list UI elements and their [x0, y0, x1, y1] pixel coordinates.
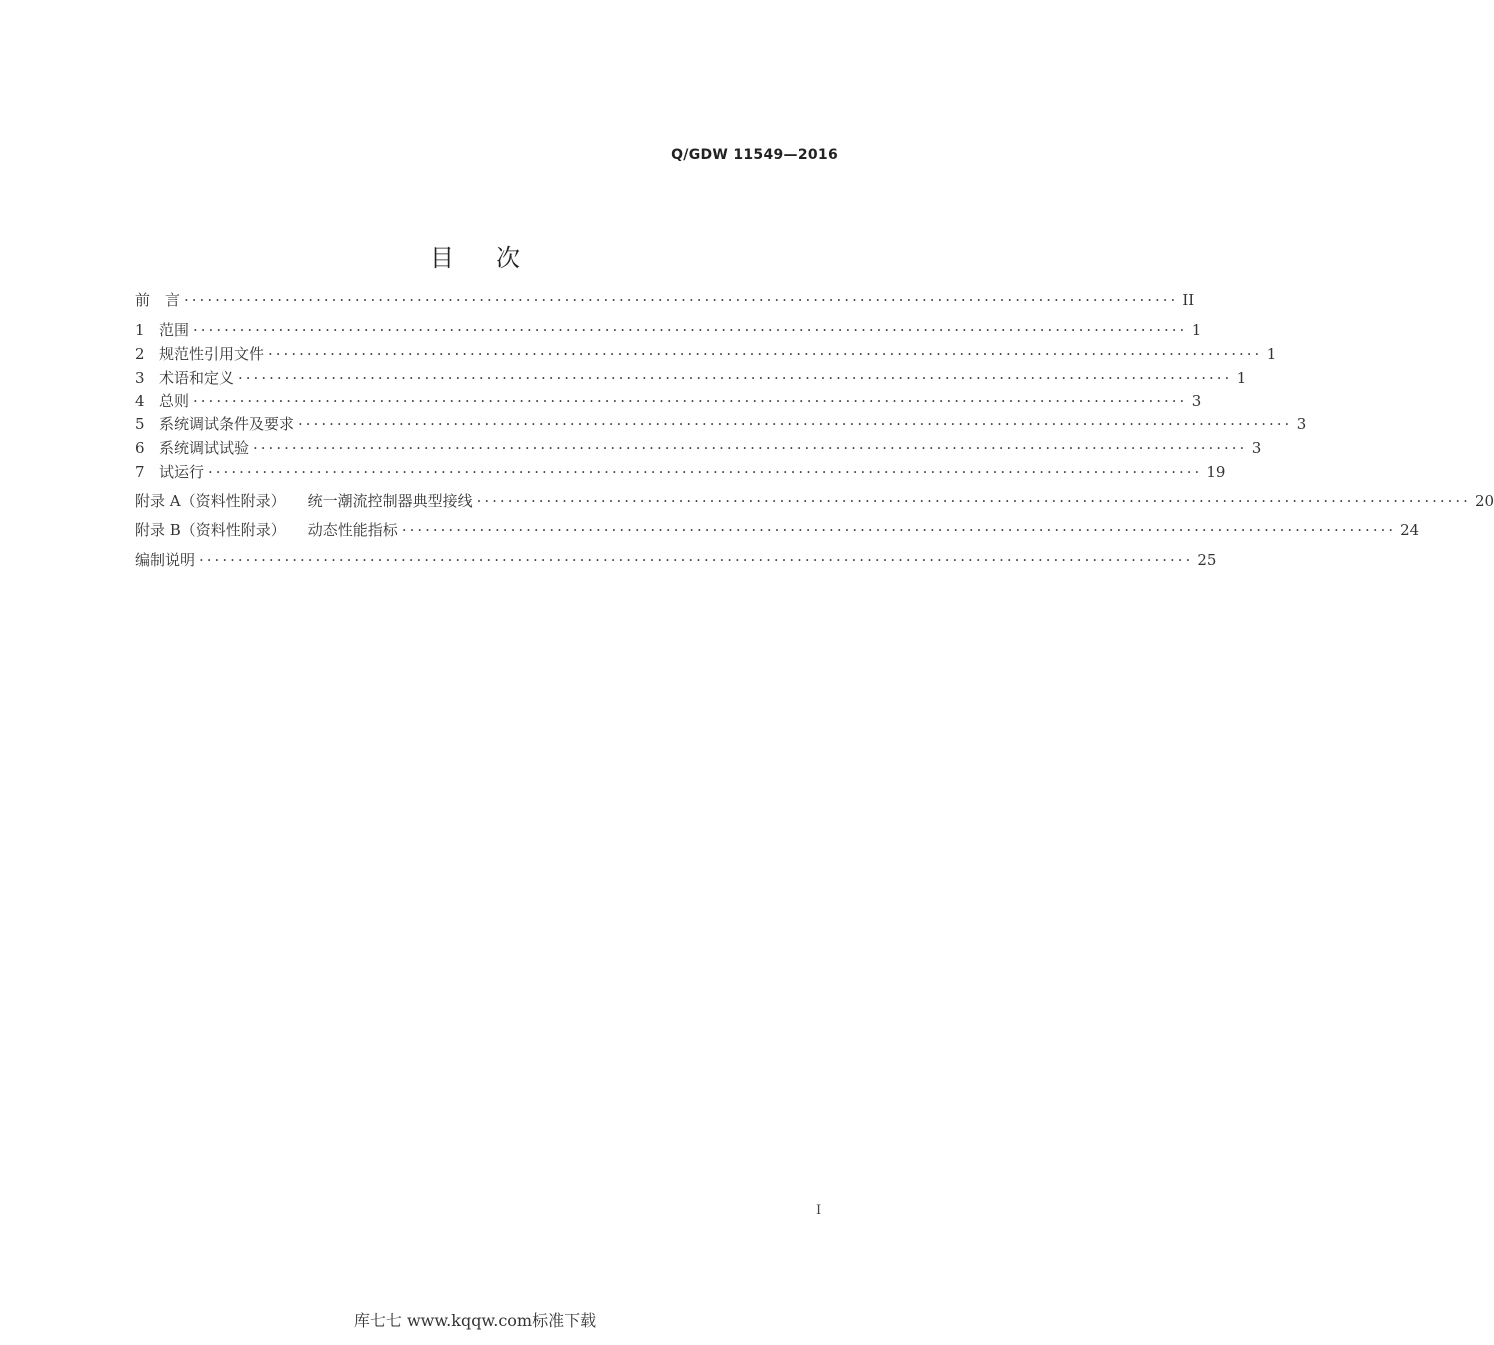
- toc-entry-label: 规范性引用文件: [159, 345, 265, 363]
- toc-leader-dots: ································································································································: [184, 291, 1179, 309]
- toc-leader-dots: ································································································································: [238, 369, 1233, 387]
- toc-entry-commissioning-tests[interactable]: [135, 437, 1262, 459]
- toc-entry-number: 3: [135, 369, 145, 387]
- toc-entry-page: 20: [1474, 492, 1494, 510]
- toc-heading-char-2: 次: [496, 244, 520, 272]
- toc-entry-appendix-a[interactable]: [135, 490, 1494, 512]
- toc-entry-label: 系统调试条件及要求: [159, 415, 295, 433]
- toc-leader-dots: ································································································································: [268, 345, 1263, 363]
- toc-entry-label: 术语和定义: [159, 369, 235, 387]
- toc-entry-terms-definitions[interactable]: [135, 367, 1247, 389]
- toc-entry-page: 1: [1191, 321, 1202, 339]
- toc-leader-dots: ································································································································: [208, 463, 1203, 481]
- toc-entry-number: 7: [135, 463, 145, 481]
- toc-entry-page: 25: [1197, 551, 1217, 569]
- toc-entry-number: 2: [135, 345, 145, 363]
- toc-leader-dots: ································································································································: [199, 551, 1194, 569]
- appendix-tag: 附录 A（资料性附录）: [135, 492, 286, 510]
- toc-entry-number: 6: [135, 439, 145, 457]
- toc-leader-dots: ································································································································: [193, 321, 1188, 339]
- toc-entry-page: 24: [1400, 521, 1420, 539]
- document-code: Q/GDW 11549—2016: [671, 147, 838, 163]
- toc-entry-compilation-notes[interactable]: [135, 549, 1217, 571]
- toc-leader-dots: ································································································································: [401, 521, 1397, 539]
- toc-entry-general-rules[interactable]: [135, 390, 1202, 412]
- appendix-tag: 附录 B（资料性附录）: [135, 521, 286, 539]
- toc-entry-commissioning-conditions[interactable]: [135, 413, 1307, 435]
- toc-entry-appendix-b[interactable]: [135, 519, 1420, 541]
- toc-entry-label: 试运行: [159, 463, 205, 481]
- toc-leader-dots: ································································································································: [476, 492, 1471, 510]
- toc-leader-dots: ································································································································: [193, 392, 1188, 410]
- toc-entry-page: 1: [1266, 345, 1277, 363]
- toc-entry-page: 3: [1296, 415, 1307, 433]
- toc-leader-dots: ································································································································: [298, 415, 1293, 433]
- toc-entry-page: II: [1182, 291, 1195, 309]
- toc-entry-page: 19: [1206, 463, 1226, 481]
- toc-entry-label: 总则: [159, 392, 190, 410]
- toc-entry-label: 编制说明: [135, 551, 196, 569]
- toc-entry-page: 1: [1236, 369, 1247, 387]
- toc-entry-scope[interactable]: [135, 319, 1202, 341]
- toc-entry-number: 4: [135, 392, 145, 410]
- toc-entry-foreword[interactable]: [135, 289, 1195, 311]
- toc-heading-char-1: 目: [430, 244, 454, 272]
- toc-entry-label: 动态性能指标: [307, 521, 398, 539]
- toc-entry-normative-references[interactable]: [135, 343, 1277, 365]
- toc-entry-number: 5: [135, 415, 145, 433]
- toc-entry-number: 1: [135, 321, 145, 339]
- toc-entry-trial-operation[interactable]: [135, 461, 1226, 483]
- toc-entry-label: 前 言: [135, 291, 181, 309]
- toc-entry-label: 统一潮流控制器典型接线: [307, 492, 473, 510]
- toc-entry-page: 3: [1191, 392, 1202, 410]
- toc-entry-label: 范围: [159, 321, 190, 339]
- toc-entry-page: 3: [1251, 439, 1262, 457]
- page-number: I: [816, 1203, 822, 1218]
- toc-entry-label: 系统调试试验: [159, 439, 250, 457]
- toc-leader-dots: ································································································································: [253, 439, 1248, 457]
- footer-watermark: 库七七 www.kqqw.com标准下载: [353, 1311, 597, 1330]
- toc-heading: [0, 238, 950, 273]
